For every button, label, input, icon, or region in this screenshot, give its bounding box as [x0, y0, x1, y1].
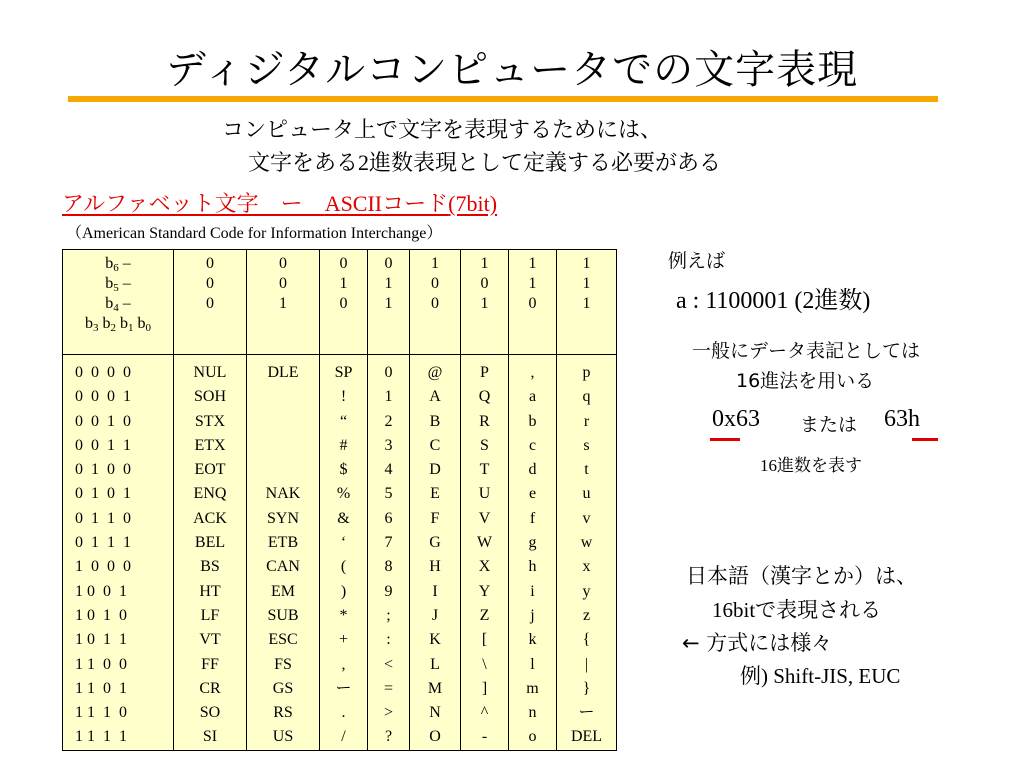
- row-code: 0 1 0 0: [75, 461, 131, 479]
- char-cell: |: [584, 655, 589, 673]
- char-cell: z: [582, 606, 591, 624]
- char-cell: Z: [479, 606, 490, 624]
- char-cell: i: [530, 582, 535, 600]
- char-cell: 6: [384, 509, 393, 527]
- char-column: [461, 355, 509, 751]
- char-cell: U: [478, 485, 491, 503]
- char-cell: VT: [199, 631, 221, 649]
- char-cell: CR: [199, 679, 221, 697]
- char-cell: {: [582, 631, 591, 649]
- header-bit: 0: [431, 275, 439, 292]
- char-cell: .: [341, 704, 346, 722]
- header-bit: 0: [384, 255, 393, 272]
- char-cell: ー: [578, 704, 595, 722]
- char-cell: US: [272, 728, 294, 746]
- char-cell: V: [478, 509, 491, 527]
- char-cell: *: [339, 606, 348, 624]
- general-note-1: 一般にデータ表記としては: [692, 340, 921, 362]
- char-cell: SP: [334, 364, 353, 381]
- char-cell: m: [526, 679, 539, 697]
- header-bit: 1: [480, 295, 489, 312]
- row-code: 0 1 1 0: [75, 509, 131, 527]
- char-cell: J: [431, 606, 439, 624]
- char-cell: ): [340, 582, 347, 600]
- char-cell: SYN: [266, 509, 299, 527]
- header-bit: 1: [582, 295, 591, 312]
- char-cell: NUL: [193, 364, 227, 381]
- header-bit: 1: [480, 255, 489, 272]
- char-cell: [: [481, 631, 488, 649]
- char-cell: >: [383, 704, 394, 722]
- char-cell: u: [582, 485, 591, 503]
- char-cell: 4: [384, 461, 393, 479]
- japanese-note-2: 16bitで表現される: [712, 598, 882, 622]
- header-bits-col: [557, 250, 617, 355]
- char-column: [174, 355, 247, 751]
- char-cell: s: [583, 436, 590, 454]
- hex-note: 16進数を表す: [760, 456, 862, 476]
- char-cell: [247, 410, 319, 434]
- char-cell: B: [429, 412, 441, 430]
- row-code: 0 0 0 1: [75, 388, 131, 406]
- char-cell: q: [582, 388, 591, 406]
- char-column: [557, 355, 617, 751]
- example-label: 例えば: [668, 250, 726, 272]
- char-cell: LF: [200, 606, 220, 624]
- subheading-jp: アルファベット文字 ー: [62, 192, 325, 217]
- char-cell: c: [528, 436, 537, 454]
- char-cell: EM: [271, 582, 295, 600]
- header-bit: 0: [339, 295, 348, 312]
- char-cell: n: [528, 704, 537, 722]
- char-cell: [247, 458, 319, 482]
- char-cell: p: [582, 364, 591, 381]
- char-cell: #: [339, 436, 348, 454]
- header-bit: 1: [582, 275, 591, 292]
- char-cell: Y: [478, 582, 491, 600]
- header-bit: 1: [384, 295, 393, 312]
- char-cell: (: [340, 558, 347, 576]
- char-cell: G: [429, 534, 441, 552]
- char-cell: [247, 385, 319, 409]
- char-cell: M: [427, 679, 443, 697]
- char-cell: -: [481, 728, 488, 746]
- char-cell: DEL: [570, 728, 603, 746]
- char-cell: ^: [480, 704, 489, 722]
- row-code: 1 0 0 1: [75, 582, 127, 600]
- char-cell: W: [476, 534, 493, 552]
- char-column: [410, 355, 461, 751]
- char-cell: X: [478, 558, 491, 576]
- example-value-post: ): [862, 288, 871, 314]
- char-cell: DLE: [267, 364, 299, 381]
- row-code: 1 0 1 1: [75, 631, 127, 649]
- char-cell: BEL: [194, 534, 226, 552]
- header-bits-col: [320, 250, 368, 355]
- intro-line-1: コンピュータ上で文字を表現するためには、: [222, 118, 663, 143]
- title-divider: [68, 96, 938, 102]
- row-code: 1 1 1 0: [75, 704, 127, 722]
- char-cell: STX: [194, 412, 226, 430]
- intro-line-2: [248, 146, 721, 177]
- char-cell: ?: [384, 728, 393, 746]
- char-cell: S: [480, 436, 489, 454]
- char-cell: e: [528, 485, 537, 503]
- char-cell: GS: [272, 679, 294, 697]
- header-bit: 1: [279, 295, 287, 312]
- ascii-subheading: [62, 187, 497, 218]
- header-bit: 1: [431, 255, 439, 272]
- header-bit: 1: [528, 255, 537, 272]
- header-bit: 0: [528, 295, 537, 312]
- row-code: 0 0 1 0: [75, 412, 131, 430]
- char-cell: 5: [384, 485, 393, 503]
- char-cell: ;: [386, 606, 391, 624]
- char-cell: <: [383, 655, 394, 673]
- subheading-ascii: ASCII: [324, 191, 383, 216]
- char-cell: v: [582, 509, 591, 527]
- header-bits-col: [509, 250, 557, 355]
- char-column: [320, 355, 368, 751]
- char-cell: Q: [478, 388, 491, 406]
- ascii-fullname: （American Standard Code for Information Interchange）: [66, 225, 443, 242]
- char-cell: SO: [199, 704, 221, 722]
- char-cell: &: [337, 509, 350, 527]
- intro-line-2-num: 2: [358, 150, 370, 175]
- char-cell: T: [479, 461, 490, 479]
- intro-line-2-post: 進数表現として定義する必要がある: [369, 151, 722, 176]
- char-cell: P: [480, 364, 489, 381]
- header-bit: 0: [480, 275, 489, 292]
- char-cell: ]: [481, 679, 488, 697]
- hex-0x-underline: [710, 438, 740, 441]
- row-codes: [63, 355, 174, 751]
- char-cell: K: [429, 631, 441, 649]
- char-cell: l: [530, 655, 535, 673]
- char-cell: k: [528, 631, 537, 649]
- slide-title: ディジタルコンピュータでの文字表現: [165, 47, 859, 93]
- ascii-table: [62, 249, 617, 751]
- char-cell: b: [528, 412, 537, 430]
- header-bit: 1: [384, 275, 393, 292]
- hex-notation-h: 63h: [884, 406, 920, 432]
- char-cell: EOT: [194, 461, 226, 479]
- subheading-bits: (7bit): [448, 191, 498, 216]
- char-cell: $: [339, 461, 348, 479]
- char-cell: BS: [200, 558, 220, 576]
- header-bit: 0: [279, 275, 287, 292]
- char-cell: ETX: [194, 436, 226, 454]
- char-cell: ENQ: [193, 485, 227, 503]
- header-bit: 0: [431, 295, 439, 312]
- char-column: [247, 355, 320, 751]
- char-cell: H: [429, 558, 441, 576]
- char-cell: 2: [384, 412, 393, 430]
- char-cell: %: [336, 485, 351, 503]
- header-bit: 1: [582, 255, 591, 272]
- header-bit: 1: [528, 275, 537, 292]
- char-cell: j: [530, 606, 535, 624]
- char-cell: w: [580, 534, 593, 552]
- char-cell: E: [430, 485, 440, 503]
- char-cell: !: [340, 388, 347, 406]
- char-cell: [247, 434, 319, 458]
- row-code: 1 1 0 0: [75, 655, 127, 673]
- header-bit-labels: $b_6$ – $b_5$ – $b_4$ – $b_3$ $b_2$ $b_1$ $b_0$: [63, 250, 174, 355]
- char-cell: r: [583, 412, 590, 430]
- char-cell: “: [339, 412, 348, 430]
- char-cell: 3: [384, 436, 393, 454]
- char-cell: 7: [384, 534, 393, 552]
- example-value-pre: a : 1100001 (2: [676, 288, 815, 314]
- char-cell: RS: [273, 704, 293, 722]
- char-cell: L: [430, 655, 440, 673]
- japanese-note-1: 日本語（漢字とか）は、: [686, 564, 917, 588]
- japanese-note-3: ← 方式には様々: [682, 631, 833, 655]
- char-cell: SUB: [267, 606, 299, 624]
- header-bit: 0: [206, 255, 214, 272]
- char-cell: ,: [530, 364, 535, 381]
- char-cell: 8: [384, 558, 393, 576]
- char-cell: ー: [335, 679, 352, 697]
- char-cell: 0: [384, 364, 393, 381]
- row-code: 1 1 1 1: [75, 728, 127, 746]
- char-cell: 9: [384, 582, 393, 600]
- row-code: 0 0 1 1: [75, 436, 131, 454]
- japanese-note-4: 例) Shift-JIS, EUC: [740, 664, 901, 688]
- row-code: 0 0 0 0: [75, 364, 131, 381]
- char-cell: f: [529, 509, 536, 527]
- header-bits-col: [461, 250, 509, 355]
- char-cell: FF: [201, 655, 219, 673]
- char-cell: ‘: [340, 534, 347, 552]
- general-note-2: 16進法を用いる: [736, 370, 875, 392]
- row-code: 0 1 1 1: [75, 534, 131, 552]
- char-cell: R: [479, 412, 490, 430]
- char-cell: h: [528, 558, 537, 576]
- char-cell: F: [430, 509, 440, 527]
- row-code: 0 1 0 1: [75, 485, 131, 503]
- char-cell: y: [582, 582, 591, 600]
- header-bits-col: [368, 250, 410, 355]
- char-cell: O: [429, 728, 441, 746]
- char-cell: ETB: [267, 534, 299, 552]
- char-column: [509, 355, 557, 751]
- header-bit: 0: [206, 275, 214, 292]
- subheading-code: コード: [382, 192, 449, 217]
- char-cell: D: [429, 461, 441, 479]
- char-cell: }: [582, 679, 591, 697]
- hex-or-label: または: [800, 414, 858, 436]
- char-cell: :: [386, 631, 391, 649]
- char-cell: A: [429, 388, 441, 406]
- char-cell: +: [338, 631, 349, 649]
- char-cell: SI: [202, 728, 218, 746]
- char-cell: FS: [274, 655, 292, 673]
- char-cell: I: [432, 582, 438, 600]
- char-cell: a: [528, 388, 537, 406]
- header-bits-col: [174, 250, 247, 355]
- char-cell: ,: [341, 655, 346, 673]
- intro-line-2-pre: 文字をある: [248, 151, 359, 176]
- hex-h-underline: [912, 438, 938, 441]
- char-cell: t: [584, 461, 589, 479]
- row-code: 1 0 1 0: [75, 606, 127, 624]
- header-bit: 0: [339, 255, 348, 272]
- char-cell: x: [582, 558, 591, 576]
- char-cell: SOH: [193, 388, 226, 406]
- header-bit: 1: [339, 275, 348, 292]
- char-cell: NAK: [265, 485, 301, 503]
- char-cell: \: [482, 655, 487, 673]
- example-value: [676, 280, 870, 315]
- char-cell: CAN: [266, 558, 300, 576]
- char-cell: 1: [384, 388, 393, 406]
- char-cell: d: [528, 461, 537, 479]
- hex-notation-0x: 0x63: [712, 406, 760, 432]
- char-cell: o: [528, 728, 537, 746]
- char-cell: N: [429, 704, 441, 722]
- char-cell: g: [528, 534, 537, 552]
- char-cell: HT: [199, 582, 221, 600]
- row-code: 1 0 0 0: [75, 558, 131, 576]
- char-cell: C: [429, 436, 441, 454]
- char-cell: @: [427, 364, 443, 381]
- header-bit: 0: [206, 295, 214, 312]
- row-code: 1 1 0 1: [75, 679, 127, 697]
- char-column: [368, 355, 410, 751]
- char-cell: /: [341, 728, 346, 746]
- header-bits-col: [247, 250, 320, 355]
- header-bit: 0: [279, 255, 287, 272]
- char-cell: ESC: [268, 631, 298, 649]
- example-value-jp: 進数: [814, 286, 863, 314]
- char-cell: ACK: [193, 509, 227, 527]
- header-bits-col: [410, 250, 461, 355]
- char-cell: =: [383, 679, 394, 697]
